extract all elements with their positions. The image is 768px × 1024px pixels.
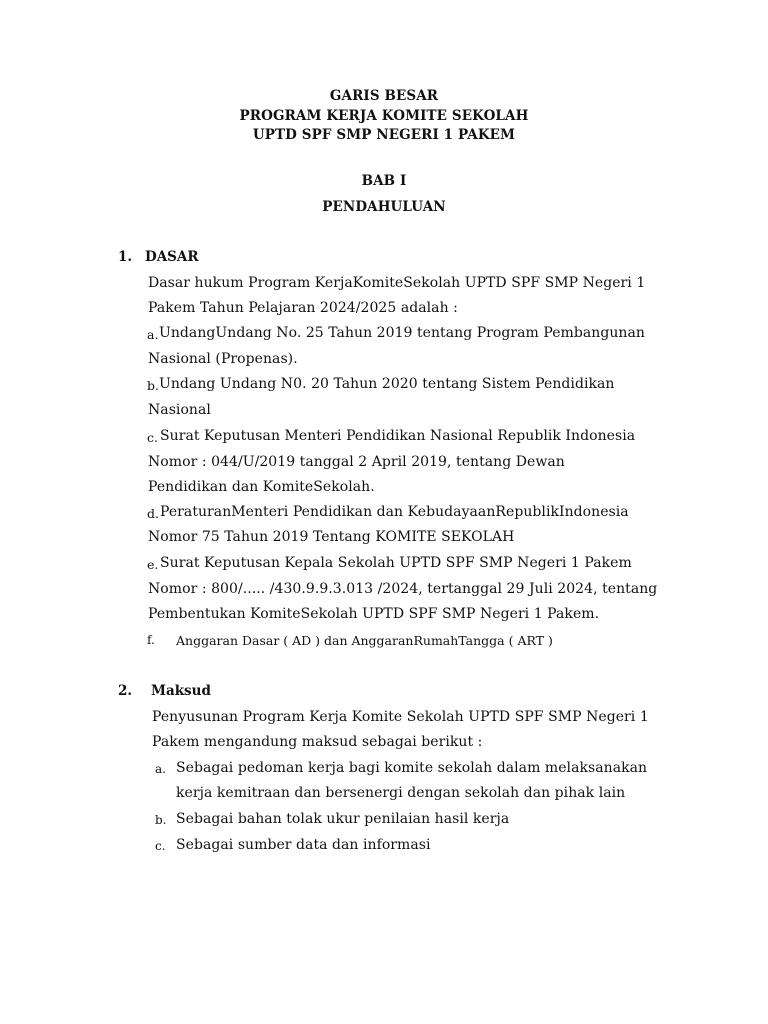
section1-item-c-line3: Pendidikan dan KomiteSekolah.	[148, 479, 375, 495]
section1-item-d-line2: Nomor 75 Tahun 2019 Tentang KOMITE SEKOLAH	[148, 529, 515, 545]
section2-title: Maksud	[151, 683, 211, 699]
section1-item-b-line1: Undang Undang N0. 20 Tahun 2020 tentang Sistem Pendidikan	[159, 376, 615, 392]
doc-title-line3: UPTD SPF SMP NEGERI 1 PAKEM	[252, 127, 516, 143]
section2-item-c-line1: Sebagai sumber data dan informasi	[176, 837, 431, 853]
section1-intro-line1: Dasar hukum Program KerjaKomiteSekolah UPTD SPF SMP Negeri 1	[148, 275, 646, 291]
section2-item-a-line1: Sebagai pedoman kerja bagi komite sekolah dalam melaksanakan	[176, 760, 648, 776]
chapter-title: PENDAHULUAN	[322, 199, 446, 215]
chapter-label: BAB I	[361, 173, 407, 189]
section1-item-d-line1: PeraturanMenteri Pendidikan dan KebudayaanRepublikIndonesia	[160, 504, 629, 520]
section1-item-c-line1: Surat Keputusan Menteri Pendidikan Nasional Republik Indonesia	[160, 428, 636, 444]
section2-intro-line2: Pakem mengandung maksud sebagai berikut :	[152, 734, 483, 750]
section2-intro-line1: Penyusunan Program Kerja Komite Sekolah UPTD SPF SMP Negeri 1	[152, 709, 649, 725]
doc-title-line1: GARIS BESAR	[329, 88, 439, 104]
section1-item-f-marker: f.	[147, 633, 155, 647]
section1-item-a-marker: a.	[147, 327, 159, 342]
section1-item-e-line2: Nomor : 800/..... /430.9.9.3.013 /2024, tertanggal 29 Juli 2024, tentang	[148, 581, 658, 597]
section1-item-c-marker: c.	[147, 430, 158, 445]
section1-item-a-line2: Nasional (Propenas).	[148, 351, 298, 367]
doc-title-line2: PROGRAM KERJA KOMITE SEKOLAH	[239, 108, 529, 124]
section1-title: DASAR	[145, 249, 199, 265]
section1-item-e-line3: Pembentukan KomiteSekolah UPTD SPF SMP Negeri 1 Pakem.	[148, 606, 600, 622]
section1-item-e-line1: Surat Keputusan Kepala Sekolah UPTD SPF SMP Negeri 1 Pakem	[160, 555, 632, 571]
section2-number: 2.	[118, 683, 133, 699]
section1-intro-line2: Pakem Tahun Pelajaran 2024/2025 adalah :	[148, 300, 458, 316]
section1-item-f-line1: Anggaran Dasar ( AD ) dan AnggaranRumahTangga ( ART )	[176, 633, 553, 648]
section1-item-a-line1: UndangUndang No. 25 Tahun 2019 tentang Program Pembangunan	[159, 325, 645, 341]
section1-item-c-line2: Nomor : 044/U/2019 tanggal 2 April 2019, tentang Dewan	[148, 454, 565, 470]
section1-item-e-marker: e.	[147, 557, 159, 572]
section1-item-b-marker: b.	[147, 378, 159, 393]
section2-item-a-marker: a.	[155, 762, 166, 776]
section1-item-d-marker: d.	[147, 506, 159, 521]
section2-item-b-line1: Sebagai bahan tolak ukur penilaian hasil kerja	[176, 811, 510, 827]
section2-item-c-marker: c.	[155, 839, 166, 853]
section1-item-b-line2: Nasional	[148, 402, 211, 418]
section2-item-a-line2: kerja kemitraan dan bersenergi dengan sekolah dan pihak lain	[176, 785, 626, 801]
section2-item-b-marker: b.	[155, 813, 167, 827]
section1-number: 1.	[118, 249, 133, 265]
